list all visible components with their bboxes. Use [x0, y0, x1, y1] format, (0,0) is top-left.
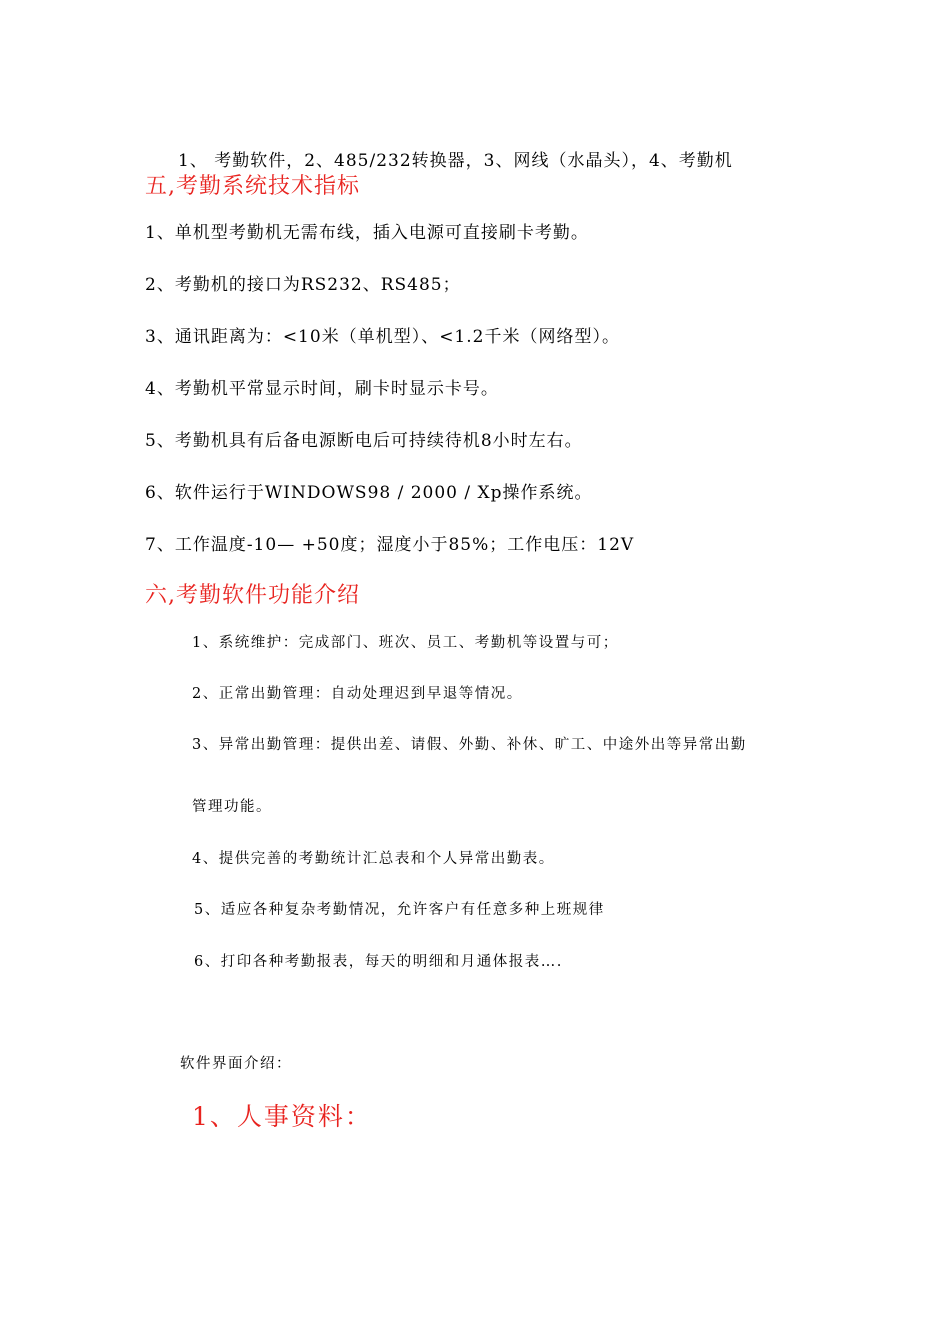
section-5-item-5: 5、考勤机具有后备电源断电后可持续待机8小时左右。 — [145, 431, 583, 451]
section-6-item-4: 4、提供完善的考勤统计汇总表和个人异常出勤表。 — [192, 851, 555, 867]
section-6-item-5: 5、适应各种复杂考勤情况，允许客户有任意多种上班规律 — [194, 902, 605, 918]
subsection-heading: 1、人事资料： — [192, 1102, 372, 1131]
section-5-heading: 五,考勤系统技术指标 — [145, 174, 360, 199]
section-5-item-6: 6、软件运行于WINDOWS98 / 2000 / Xp操作系统。 — [145, 483, 593, 503]
section-6-item-6: 6、打印各种考勤报表，每天的明细和月通体报表…. — [194, 954, 563, 970]
software-interface-label: 软件界面介绍： — [180, 1056, 292, 1072]
section-6-heading: 六,考勤软件功能介绍 — [145, 583, 360, 608]
section-5-item-1: 1、单机型考勤机无需布线，插入电源可直接刷卡考勤。 — [145, 223, 589, 243]
section-5-item-7: 7、工作温度-10— +50度；湿度小于85%；工作电压：12V — [145, 535, 635, 555]
section-6-item-2: 2、正常出勤管理：自动处理迟到早退等情况。 — [192, 686, 523, 702]
section-6-item-3: 3、异常出勤管理：提供出差、请假、外勤、补休、旷工、中途外出等异常出勤 — [192, 737, 747, 753]
section-6-item-3-cont: 管理功能。 — [192, 799, 272, 815]
section-5-item-3: 3、通讯距离为：<10米（单机型）、<1.2千米（网络型）。 — [145, 327, 620, 347]
intro-line: 1、 考勤软件，2、485/232转换器，3、网线（水晶头），4、考勤机 — [178, 151, 733, 171]
section-5-item-4: 4、考勤机平常显示时间，刷卡时显示卡号。 — [145, 379, 499, 399]
section-5-item-2: 2、考勤机的接口为RS232、RS485； — [145, 275, 461, 295]
section-6-item-1: 1、系统维护：完成部门、班次、员工、考勤机等设置与可； — [192, 635, 619, 651]
